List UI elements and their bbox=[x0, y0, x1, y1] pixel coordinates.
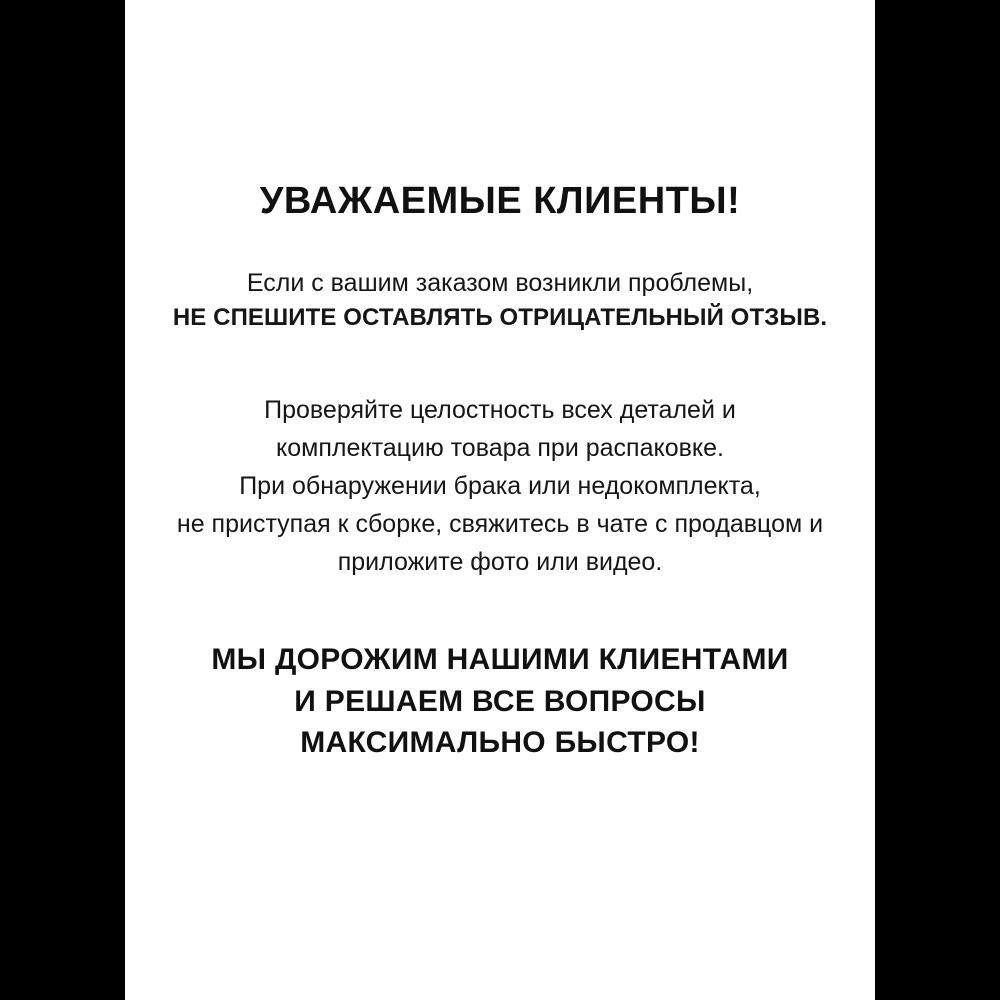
intro-block bbox=[160, 266, 840, 336]
instructions-block bbox=[160, 391, 840, 581]
intro-line-2-emphasis: НЕ СПЕШИТЕ ОСТАВЛЯТЬ ОТРИЦАТЕЛЬНЫЙ ОТЗЫВ. bbox=[172, 304, 828, 332]
closing-line-3: МАКСИМАЛЬНО БЫСТРО! bbox=[300, 726, 700, 760]
instructions-line-4: не приступая к сборке, свяжитесь в чате с продавцом и bbox=[176, 510, 824, 539]
notice-content bbox=[160, 0, 840, 763]
page-title: УВАЖАЕМЫЕ КЛИЕНТЫ! bbox=[259, 180, 741, 222]
instructions-line-5: приложите фото или видео. bbox=[337, 548, 663, 577]
instructions-line-3: При обнаружении брака или недокомплекта, bbox=[239, 472, 761, 501]
notice-sheet bbox=[125, 0, 875, 1000]
closing-block bbox=[160, 639, 840, 763]
closing-line-1: МЫ ДОРОЖИМ НАШИМИ КЛИЕНТАМИ bbox=[211, 643, 789, 677]
instructions-line-1: Проверяйте целостность всех деталей и bbox=[264, 396, 736, 425]
instructions-line-2: комплектацию товара при распаковке. bbox=[276, 434, 724, 463]
intro-line-1: Если с вашим заказом возникли проблемы, bbox=[246, 268, 754, 297]
closing-line-2: И РЕШАЕМ ВСЕ ВОПРОСЫ bbox=[294, 684, 706, 718]
